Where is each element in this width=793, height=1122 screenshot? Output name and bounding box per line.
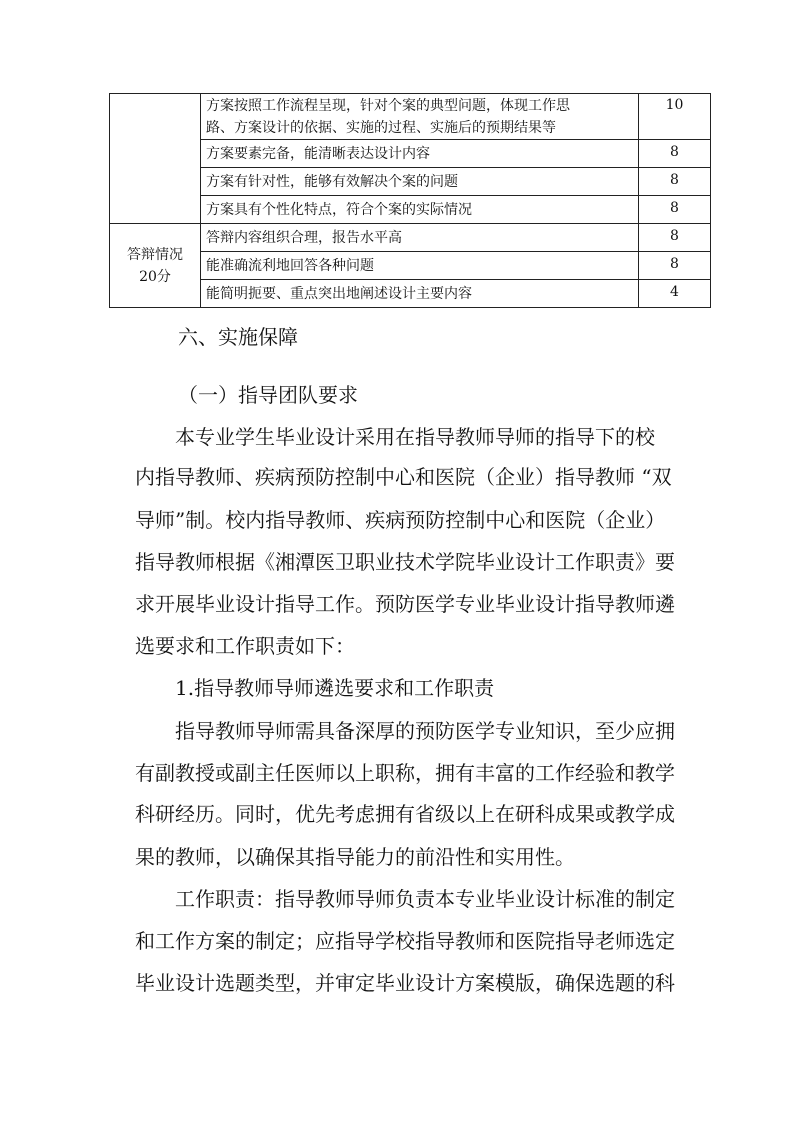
paragraph-line: 求开展毕业设计指导工作。预防医学专业毕业设计指导教师遴 (135, 592, 675, 616)
paragraph-line: 导师”制。校内指导教师、疾病预防控制中心和医院（企业） (135, 508, 666, 532)
paragraph-line: 指导教师根据《湘潭医卫职业技术学院毕业设计工作职责》要 (135, 550, 675, 574)
paragraph-line: 指导教师导师需具备深厚的预防医学专业知识，至少应拥 (175, 719, 675, 743)
criterion-cell: 能准确流利地回答各种问题 (201, 252, 639, 280)
points-cell: 8 (639, 196, 711, 224)
paragraph-line: 有副教授或副主任医师以上职称，拥有丰富的工作经验和教学 (135, 761, 675, 785)
table-row (110, 280, 711, 308)
scoring-table (109, 93, 711, 308)
table-row (110, 196, 711, 224)
category-cell-design (110, 94, 201, 224)
item-heading: 1.指导教师导师遴选要求和工作职责 (175, 676, 495, 700)
table-row (110, 140, 711, 168)
criterion-cell: 方案具有个性化特点，符合个案的实际情况 (201, 196, 639, 224)
category-label: 答辩情况 (127, 246, 183, 263)
table-row (110, 252, 711, 280)
paragraph-line: 本专业学生毕业设计采用在指导教师导师的指导下的校 (175, 425, 655, 449)
criterion-cell: 答辩内容组织合理，报告水平高 (201, 224, 639, 252)
category-cell-defense (110, 224, 201, 308)
points-cell: 8 (639, 140, 711, 168)
paragraph-line: 毕业设计选题类型，并审定毕业设计方案模版，确保选题的科 (135, 971, 675, 995)
table-row (110, 224, 711, 252)
paragraph-line: 果的教师，以确保其指导能力的前沿性和实用性。 (135, 845, 575, 869)
table-row (110, 94, 711, 140)
points-cell: 4 (639, 280, 711, 308)
criterion-cell: 方案有针对性，能够有效解决个案的问题 (201, 168, 639, 196)
paragraph-line: 科研经历。同时，优先考虑拥有省级以上在研科成果或教学成 (135, 802, 675, 826)
points-cell: 8 (639, 168, 711, 196)
paragraph-line: 选要求和工作职责如下： (135, 634, 355, 658)
criterion-cell: 方案要素完备，能清晰表达设计内容 (201, 140, 639, 168)
category-points: 20分 (139, 268, 171, 285)
table-row (110, 168, 711, 196)
subsection-heading: （一）指导团队要求 (178, 383, 358, 407)
points-cell: 10 (639, 94, 711, 140)
criterion-line: 方案按照工作流程呈现，针对个案的典型问题，体现工作思 (206, 98, 570, 114)
criterion-cell: 能简明扼要、重点突出地阐述设计主要内容 (201, 280, 639, 308)
points-cell: 8 (639, 224, 711, 252)
section-heading: 六、实施保障 (178, 325, 298, 349)
criterion-line: 路、方案设计的依据、实施的过程、实施后的预期结果等 (206, 120, 556, 136)
paragraph-line: 工作职责：指导教师导师负责本专业毕业设计标准的制定 (175, 887, 675, 911)
criterion-cell (201, 94, 639, 140)
paragraph-line: 和工作方案的制定；应指导学校指导教师和医院指导老师选定 (135, 929, 675, 953)
paragraph-line: 内指导教师、疾病预防控制中心和医院（企业）指导教师 “双 (135, 465, 672, 489)
points-cell: 8 (639, 252, 711, 280)
